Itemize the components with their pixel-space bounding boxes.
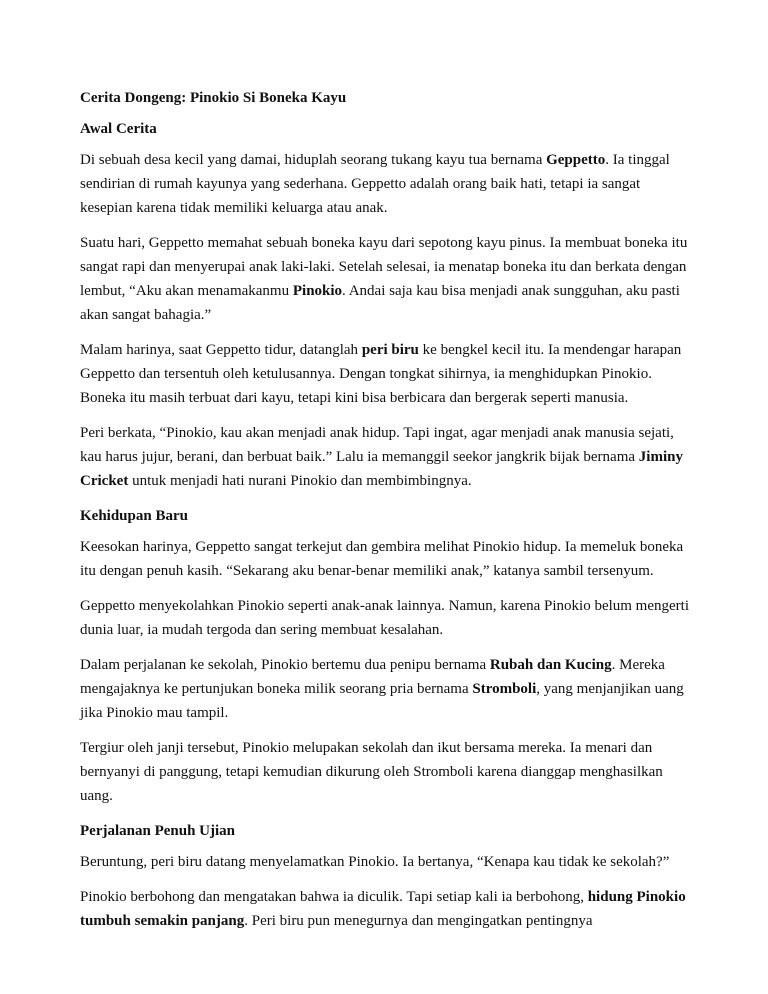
section-heading: Perjalanan Penuh Ujian bbox=[80, 823, 236, 839]
section-heading: Awal Cerita bbox=[80, 121, 157, 137]
bold-text: peri biru bbox=[361, 342, 419, 358]
text-run: Dalam perjalanan ke sekolah, Pinokio bertemu dua penipu bernama bbox=[80, 657, 490, 673]
bold-text: Pinokio bbox=[292, 283, 343, 299]
bold-text: hidung Pinokio tumbuh semakin panjang bbox=[80, 889, 686, 929]
paragraph bbox=[80, 148, 690, 220]
paragraph bbox=[80, 421, 690, 493]
text-run: . Andai saja kau bisa menjadi anak sungguhan, aku pasti akan sangat bahagia.” bbox=[80, 283, 680, 323]
paragraph bbox=[80, 653, 690, 725]
document-body bbox=[80, 117, 690, 933]
bold-text: Geppetto bbox=[546, 152, 606, 168]
text-run: Geppetto menyekolahkan Pinokio seperti anak-anak lainnya. Namun, karena Pinokio belum mengerti dunia luar, ia mudah tergoda dan sering membuat kesalahan. bbox=[80, 598, 689, 638]
paragraph bbox=[80, 736, 690, 808]
text-run: Beruntung, peri biru datang menyelamatkan Pinokio. Ia bertanya, “Kenapa kau tidak ke sekolah?” bbox=[80, 854, 670, 870]
text-run: Tergiur oleh janji tersebut, Pinokio melupakan sekolah dan ikut bersama mereka. Ia menari dan bernyanyi di panggung, tetapi kemudian dikurung oleh Stromboli karena dianggap menghasilkan uang. bbox=[80, 740, 663, 804]
text-run: . Peri biru pun menegurnya dan mengingatkan pentingnya bbox=[244, 913, 593, 929]
text-run: , yang menjanjikan uang jika Pinokio mau tampil. bbox=[80, 681, 684, 721]
paragraph bbox=[80, 231, 690, 327]
text-run: . Mereka mengajaknya ke pertunjukan boneka milik seorang pria bernama bbox=[80, 657, 665, 697]
document-title: Cerita Dongeng: Pinokio Si Boneka Kayu bbox=[80, 90, 347, 106]
text-run: . Ia tinggal sendirian di rumah kayunya yang sederhana. Geppetto adalah orang baik hati, tetapi ia sangat kesepian karena tidak memiliki keluarga atau anak. bbox=[80, 152, 670, 216]
text-run: Di sebuah desa kecil yang damai, hiduplah seorang tukang kayu tua bernama bbox=[80, 152, 547, 168]
bold-text: Jiminy Cricket bbox=[80, 449, 683, 489]
paragraph bbox=[80, 885, 690, 933]
document-page bbox=[80, 86, 690, 944]
text-run: Suatu hari, Geppetto memahat sebuah boneka kayu dari sepotong kayu pinus. Ia membuat boneka itu sangat rapi dan menyerupai anak laki-laki. Setelah selesai, ia menatap boneka itu dan berkata dengan lembut, “Aku akan menamakanmu bbox=[80, 235, 688, 299]
text-run: Malam harinya, saat Geppetto tidur, datanglah bbox=[80, 342, 362, 358]
text-run: ke bengkel kecil itu. Ia mendengar harapan Geppetto dan tersentuh oleh ketulusannya. Dengan tongkat sihirnya, ia menghidupkan Pinokio. Boneka itu masih terbuat dari kayu, tetapi kini bisa berbicara dan bergerak seperti manusia. bbox=[80, 342, 682, 406]
paragraph bbox=[80, 535, 690, 583]
text-run: Peri berkata, “Pinokio, kau akan menjadi anak hidup. Tapi ingat, agar menjadi anak manusia sejati, kau harus jujur, berani, dan berbuat baik.” Lalu ia memanggil seekor jangkrik bijak bernama bbox=[80, 425, 674, 465]
bold-text: Stromboli bbox=[472, 681, 537, 697]
bold-text: Rubah dan Kucing bbox=[489, 657, 612, 673]
paragraph bbox=[80, 850, 690, 874]
paragraph bbox=[80, 338, 690, 410]
text-run: Pinokio berbohong dan mengatakan bahwa ia diculik. Tapi setiap kali ia berbohong, bbox=[80, 889, 588, 905]
paragraph bbox=[80, 594, 690, 642]
text-run: Keesokan harinya, Geppetto sangat terkejut dan gembira melihat Pinokio hidup. Ia memeluk boneka itu dengan penuh kasih. “Sekarang aku benar-benar memiliki anak,” katanya sambil tersenyum. bbox=[80, 539, 684, 579]
section-heading: Kehidupan Baru bbox=[80, 508, 188, 524]
text-run: untuk menjadi hati nurani Pinokio dan membimbingnya. bbox=[128, 473, 472, 489]
